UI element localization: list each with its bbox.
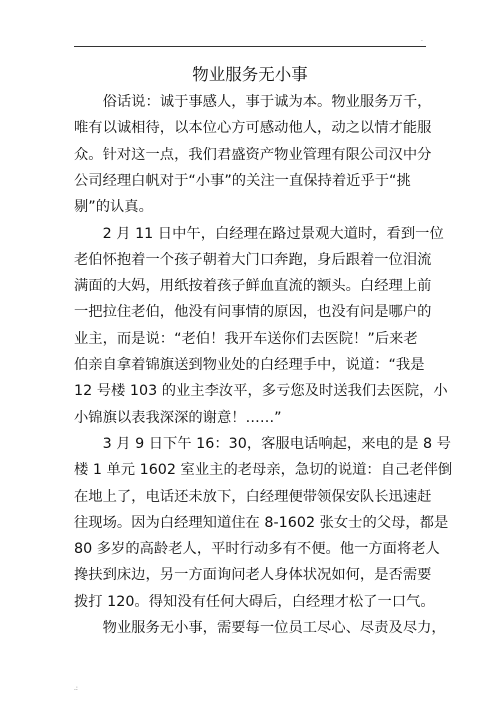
paragraph-3 xyxy=(74,431,453,615)
paragraph-line: 物业服务无小事，需要每一位员工尽心、尽责及尽力， xyxy=(74,620,446,636)
paragraph-line: 12 号楼 103 的业主李汝平，多亏您及时送我们去医院，小 xyxy=(74,383,448,400)
paragraph-line: 满面的大妈，用纸按着孩子鲜血直流的额头。白经理上前 xyxy=(74,278,432,295)
paragraph-line: 公司经理白帆对于“小事”的关注一直保持着近乎于“挑 xyxy=(74,172,411,189)
paragraph-line: 往现场。因为白经理知道住在 8-1602 张女士的父母，都是 xyxy=(74,514,449,531)
paragraph-2 xyxy=(74,221,448,431)
paragraph-line: 老伯怀抱着一个孩子朝着大门口奔跑，身后跟着一位泪流 xyxy=(74,251,432,268)
paragraph-line: 业主，而是说：“老伯！我开车送你们去医院！”后来老 xyxy=(74,330,418,347)
paragraph-line: 2 月 11 日中午，白经理在路过景观大道时，看到一位 xyxy=(74,225,444,242)
paragraph-line: 拨打 120。得知没有任何大碍后，白经理才松了一口气。 xyxy=(74,593,435,610)
document-title: 物业服务无小事 xyxy=(192,65,308,84)
paragraph-line: 小锦旗以表我深深的谢意！……” xyxy=(74,409,282,426)
paragraph-line: 搀扶到床边，另一方面询问老人身体状况如何，是否需要 xyxy=(74,567,432,584)
paragraph-line: 在地上了，电话还未放下，白经理便带领保安队长迅速赶 xyxy=(74,488,432,505)
paragraph-line: 唯有以诚相待，以本位心方可感动他人，动之以情才能服 xyxy=(74,120,432,137)
header-rule xyxy=(74,46,426,47)
corner-mark-top: . xyxy=(421,36,423,43)
paragraph-line: 伯亲自拿着锦旗送到物业处的白经理手中，说道：“我是 xyxy=(74,356,425,373)
paragraph-line: 一把拉住老伯，他没有问事情的原因，也没有问是哪户的 xyxy=(74,304,432,321)
corner-mark-bottom: .: xyxy=(74,685,78,692)
paragraph-line: 楼 1 单元 1602 室业主的老母亲，急切的说道：自己老伴倒 xyxy=(74,462,453,479)
paragraph-4 xyxy=(74,615,446,641)
paragraph-line: 剔”的认真。 xyxy=(74,199,153,216)
paragraph-1 xyxy=(74,89,434,220)
paragraph-line: 俗话说：诚于事感人，事于诚为本。物业服务万千， xyxy=(74,94,432,110)
paragraph-line: 3 月 9 日下午 16：30，客服电话响起，来电的是 8 号 xyxy=(74,436,451,452)
paragraph-line: 众。针对这一点，我们君盛资产物业管理有限公司汉中分 xyxy=(74,146,432,163)
paragraph-line: 80 多岁的高龄老人，平时行动多有不便。他一方面将老人 xyxy=(74,541,440,558)
